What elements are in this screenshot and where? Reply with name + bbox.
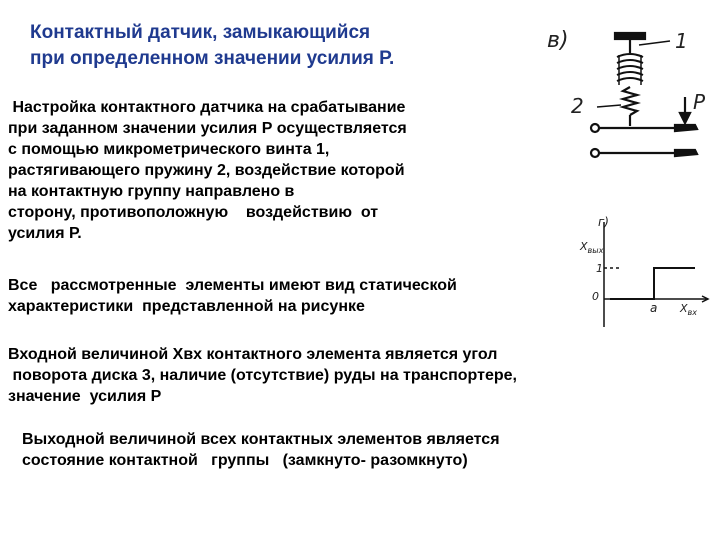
label-screw: 1	[675, 29, 688, 53]
threshold-label: a	[650, 301, 658, 315]
paragraph-input-quantity	[8, 344, 517, 407]
paragraph-line: состояние контактной группы (замкнуто- разомкнуто)	[22, 452, 468, 469]
paragraph-line: Все рассмотренные элементы имеют вид статической	[8, 277, 457, 294]
label-force: P	[693, 90, 706, 114]
paragraph-line: растягивающего пружину 2, воздействие которой	[8, 162, 405, 179]
paragraph-static-characteristic	[8, 275, 457, 317]
characteristic-panel-label: г)	[598, 215, 609, 229]
paragraph-line: значение усилия Р	[8, 388, 162, 405]
screw-thread	[617, 54, 643, 85]
y-axis-subscript: вых	[587, 246, 604, 255]
screw-head	[615, 33, 645, 39]
paragraph-line: Входной величиной Хвх контактного элемента является угол	[8, 346, 498, 363]
title-line-1: Контактный датчик, замыкающийся	[30, 22, 371, 43]
origin-label: 0	[592, 290, 599, 303]
x-axis-label: $X_{вх}$	[680, 302, 697, 317]
static-characteristic-diagram	[570, 212, 715, 327]
paragraph-line: на контактную группу направлено в	[8, 183, 295, 200]
force-arrow-head	[680, 113, 690, 123]
lower-contact-tip	[675, 150, 697, 156]
paragraph-line: поворота диска 3, наличие (отсутствие) руды на транспортере,	[8, 367, 517, 384]
upper-contact-pin	[591, 124, 599, 132]
paragraph-sensor-setup	[8, 97, 407, 244]
tick-one-label: 1	[596, 262, 603, 275]
relay-characteristic-line	[610, 268, 695, 299]
paragraph-line: усилия Р.	[8, 225, 82, 242]
label-spring: 2	[571, 94, 584, 118]
leader-line-1	[639, 41, 670, 45]
leader-line-2	[597, 105, 621, 107]
slide-title	[30, 20, 530, 72]
upper-contact-tip	[675, 125, 697, 131]
y-axis-label: $X_{вых}$	[580, 240, 604, 255]
paragraph-line: с помощью микрометрического винта 1,	[8, 141, 330, 158]
contact-sensor-diagram	[535, 15, 715, 165]
paragraph-line: при заданном значении усилия Р осуществляется	[8, 120, 407, 137]
paragraph-line: Настройка контактного датчика на срабатывание	[8, 99, 406, 116]
paragraph-line: Выходной величиной всех контактных элементов является	[22, 431, 500, 448]
sensor-panel-label: в)	[547, 28, 569, 53]
paragraph-line: характеристики представленной на рисунке	[8, 298, 365, 315]
spring	[623, 87, 637, 115]
x-axis-subscript: вх	[687, 308, 697, 317]
title-line-2: при определенном значении усилия Р.	[30, 48, 395, 69]
lower-contact-pin	[591, 149, 599, 157]
paragraph-output-quantity	[22, 429, 500, 471]
paragraph-line: сторону, противоположную воздействию от	[8, 204, 379, 221]
